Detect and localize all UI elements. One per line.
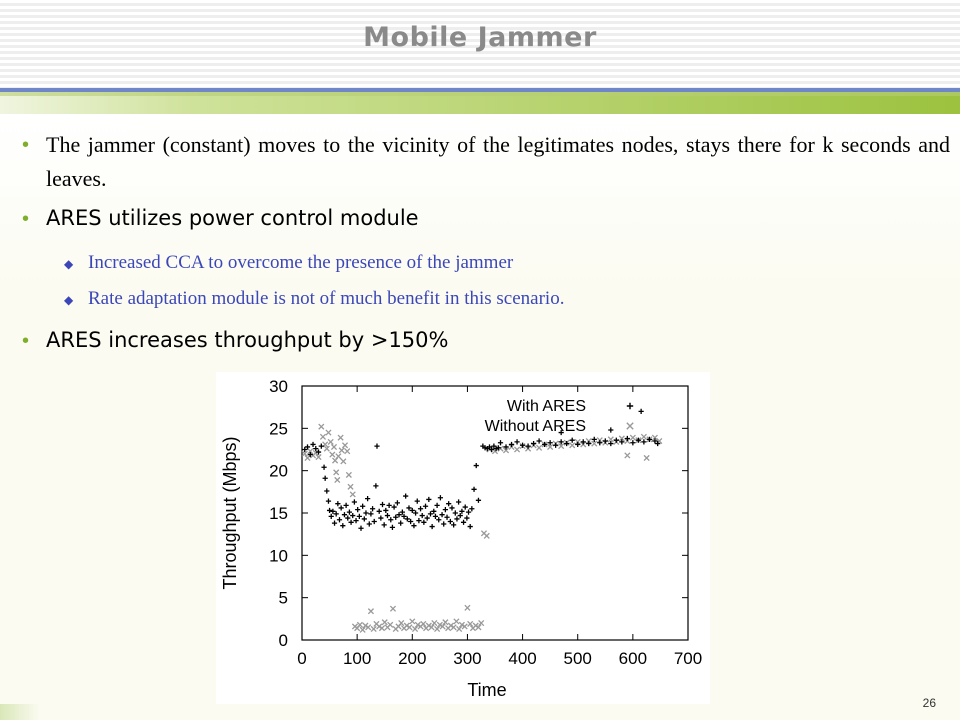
data-point (330, 452, 335, 457)
data-point (403, 493, 408, 498)
data-point (464, 515, 469, 520)
data-point (575, 442, 580, 447)
data-point (341, 459, 346, 464)
diamond-bullet-icon: ◆ (64, 293, 74, 307)
data-point (335, 501, 340, 506)
data-point (329, 514, 334, 519)
data-point (378, 515, 383, 520)
data-point (641, 434, 646, 439)
data-point (320, 434, 325, 439)
data-point (388, 517, 393, 522)
data-point (453, 510, 458, 515)
data-point (463, 504, 468, 509)
data-point (363, 510, 368, 515)
data-point (357, 514, 362, 519)
data-point (396, 512, 401, 517)
bullet-dot-icon: • (22, 330, 30, 352)
data-point (597, 440, 602, 445)
data-point (466, 510, 471, 515)
data-point (451, 522, 456, 527)
data-point (430, 524, 435, 529)
data-point (474, 463, 479, 468)
data-point (413, 510, 418, 515)
data-point (380, 502, 385, 507)
data-point (358, 526, 363, 531)
data-point (305, 444, 310, 449)
data-point (630, 435, 635, 440)
data-point (418, 506, 423, 511)
data-point (436, 517, 441, 522)
data-point (390, 525, 395, 530)
data-point (353, 518, 358, 523)
data-point (446, 501, 451, 506)
data-point (441, 521, 446, 526)
y-tick-label: 0 (278, 631, 288, 650)
data-point (374, 444, 379, 449)
data-point (362, 516, 367, 521)
data-point (444, 515, 449, 520)
data-point (639, 409, 644, 414)
data-point (326, 430, 331, 435)
data-point (339, 448, 344, 453)
data-point (456, 499, 461, 504)
data-point (433, 514, 438, 519)
data-point (368, 511, 373, 516)
data-point (630, 440, 635, 445)
data-point (360, 504, 365, 509)
y-tick-label: 20 (269, 461, 288, 481)
data-point (370, 506, 375, 511)
data-point (385, 513, 390, 518)
bullet-ares-power-control: ARES utilizes power control module (46, 206, 419, 230)
data-point (603, 438, 608, 443)
data-point (426, 497, 431, 502)
throughput-chart (216, 372, 710, 704)
data-point (357, 622, 362, 627)
y-tick-label: 30 (269, 377, 288, 396)
y-tick-label: 10 (269, 546, 288, 566)
y-tick-label: 5 (278, 588, 288, 608)
data-point (586, 441, 591, 446)
legend-label: With ARES (506, 398, 586, 415)
data-point (346, 472, 351, 477)
x-tick-label: 700 (673, 649, 703, 668)
data-point (468, 524, 473, 529)
data-point (410, 508, 415, 513)
bullet-dot-icon: • (22, 134, 30, 156)
bullet-throughput-increase: ARES increases throughput by >150% (46, 328, 449, 352)
data-point (625, 453, 630, 458)
data-point (514, 439, 519, 444)
data-point (625, 436, 630, 441)
data-point (425, 515, 430, 520)
data-point (324, 488, 329, 493)
data-point (352, 499, 357, 504)
data-point (438, 495, 443, 500)
data-point (342, 512, 347, 517)
subbullet-rate-adaptation: Rate adaptation module is not of much benefit in this scenario. (88, 288, 565, 309)
data-point (350, 513, 355, 518)
x-tick-label: 400 (508, 649, 537, 668)
legend-marker (627, 403, 633, 409)
data-point (335, 477, 340, 482)
page-number: 26 (922, 696, 936, 710)
throughput-scatter-plot (216, 372, 710, 704)
data-point (339, 505, 344, 510)
data-point (371, 626, 376, 631)
data-point (398, 521, 403, 526)
data-point (454, 619, 459, 624)
data-point (399, 620, 404, 625)
data-point (391, 504, 396, 509)
data-point (382, 522, 387, 527)
data-point (334, 511, 339, 516)
x-axis-label: Time (467, 680, 507, 700)
data-point (334, 470, 339, 475)
data-point (323, 476, 328, 481)
data-point (498, 440, 503, 445)
data-point (321, 465, 326, 470)
data-point (435, 503, 440, 508)
data-point (405, 516, 410, 521)
data-point (644, 455, 649, 460)
corner-decoration (0, 704, 40, 720)
data-point (332, 458, 337, 463)
data-point (423, 504, 428, 509)
data-point (570, 438, 575, 443)
data-point (327, 508, 332, 513)
data-point (416, 518, 421, 523)
data-point (420, 513, 425, 518)
data-point (393, 515, 398, 520)
data-point (411, 523, 416, 528)
y-tick-label: 25 (269, 419, 288, 439)
data-point (387, 503, 392, 508)
data-point (608, 427, 613, 432)
data-point (410, 619, 415, 624)
data-point (337, 517, 342, 522)
data-point (319, 444, 324, 449)
data-point (372, 519, 377, 524)
data-point (350, 492, 355, 497)
data-point (377, 509, 382, 514)
data-point (355, 507, 360, 512)
data-point (342, 443, 347, 448)
data-point (525, 444, 530, 449)
legend-marker (627, 423, 633, 429)
data-point (448, 519, 453, 524)
data-point (383, 508, 388, 513)
data-point (367, 521, 372, 526)
data-point (328, 439, 333, 444)
data-point (570, 443, 575, 448)
data-point (454, 516, 459, 521)
data-point (345, 515, 350, 520)
data-point (388, 622, 393, 627)
data-point (471, 487, 476, 492)
series-group (302, 409, 660, 531)
data-point (332, 521, 337, 526)
data-point (330, 509, 335, 514)
x-tick-label: 100 (342, 649, 372, 668)
bullet-dot-icon: • (22, 208, 30, 230)
data-point (373, 483, 378, 488)
data-point (553, 443, 558, 448)
data-point (365, 496, 370, 501)
data-point (336, 454, 341, 459)
data-point (347, 510, 352, 515)
data-point (614, 438, 619, 443)
diamond-bullet-icon: ◆ (64, 257, 74, 271)
data-point (326, 499, 331, 504)
data-point (382, 620, 387, 625)
data-point (415, 499, 420, 504)
data-point (461, 520, 466, 525)
data-point (344, 503, 349, 508)
data-point (514, 447, 519, 452)
data-point (340, 523, 345, 528)
data-point (465, 605, 470, 610)
legend-label: Without ARES (484, 418, 586, 435)
data-point (484, 533, 489, 538)
data-point (581, 439, 586, 444)
data-point (395, 500, 400, 505)
data-point (443, 507, 448, 512)
data-point (348, 520, 353, 525)
data-point (421, 520, 426, 525)
data-point (537, 438, 542, 443)
y-tick-label: 15 (269, 504, 288, 523)
data-point (449, 505, 454, 510)
data-point (408, 519, 413, 524)
x-tick-label: 300 (453, 649, 482, 668)
data-point (537, 445, 542, 450)
x-tick-label: 0 (297, 649, 307, 668)
data-point (469, 506, 474, 511)
data-point (439, 512, 444, 517)
data-point (331, 444, 336, 449)
x-tick-label: 200 (398, 649, 427, 668)
data-point (345, 449, 350, 454)
data-point (338, 435, 343, 440)
header-rule-green (0, 92, 960, 114)
data-point (368, 609, 373, 614)
subbullet-cca: Increased CCA to overcome the presence of the jammer (88, 252, 514, 273)
x-tick-label: 500 (563, 649, 592, 668)
x-tick-label: 600 (618, 649, 648, 668)
data-point (509, 442, 514, 447)
data-point (319, 424, 324, 429)
series-group (302, 424, 662, 632)
data-point (531, 441, 536, 446)
data-point (476, 498, 481, 503)
data-point (348, 484, 353, 489)
bullet-jammer-description: The jammer (constant) moves to the vicinity of the legitimates nodes, stays there for k seconds and leaves. (46, 132, 950, 191)
data-point (431, 509, 436, 514)
data-point (390, 606, 395, 611)
data-point (310, 442, 315, 447)
data-point (406, 505, 411, 510)
y-axis-label: Throughput (Mbps) (220, 436, 240, 590)
data-point (641, 439, 646, 444)
slide-title: Mobile Jammer (363, 22, 597, 53)
data-point (428, 511, 433, 516)
